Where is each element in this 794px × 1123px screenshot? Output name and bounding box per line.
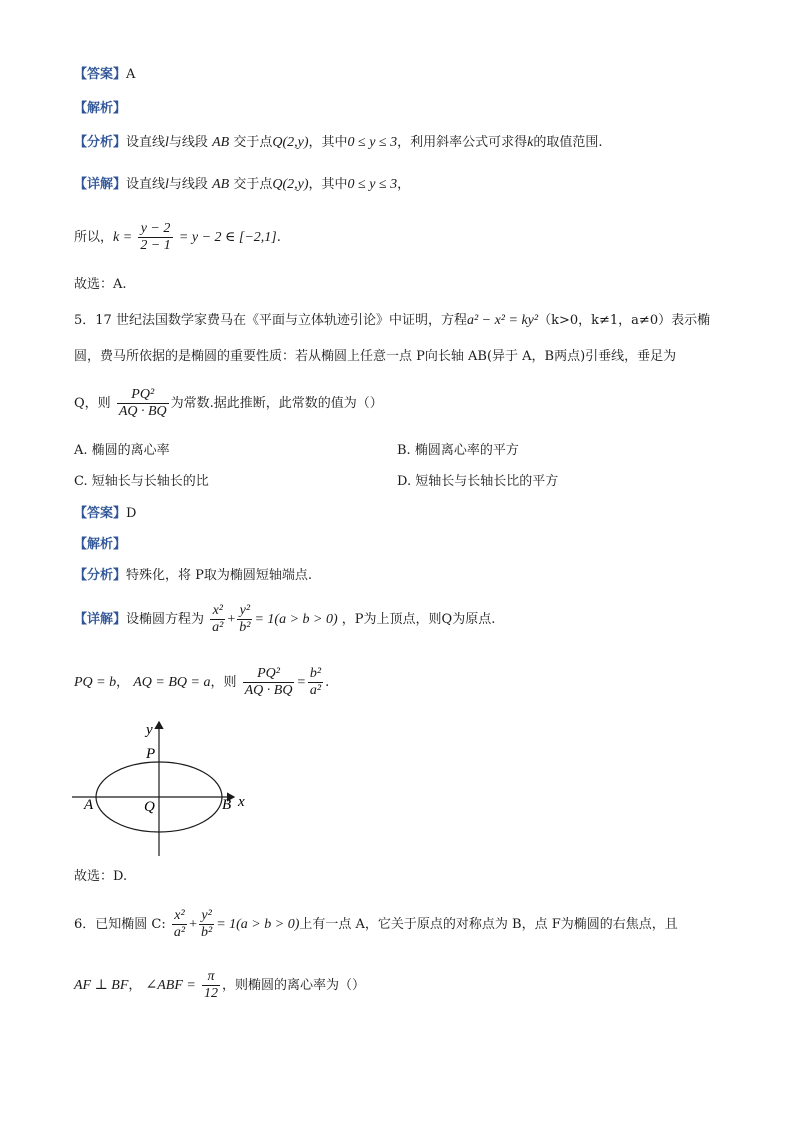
fenxi-line-q5 (74, 567, 312, 585)
q5-line1 (74, 312, 710, 330)
denominator: 12 (204, 986, 218, 1001)
text: 与线段 (168, 135, 208, 150)
fraction (243, 666, 295, 699)
option-label: A. (74, 443, 88, 458)
denominator: AQ · BQ (244, 683, 293, 698)
math-perp: AF ⊥ BF (74, 978, 129, 993)
math-rest: = y − 2 ∈ [−2,1] (178, 230, 277, 245)
numerator: PQ² (117, 387, 169, 404)
fraction-x (210, 603, 225, 636)
option-label: B. (397, 443, 411, 458)
option-label: C. (74, 474, 88, 489)
text: 故选：A. (74, 277, 127, 292)
denominator: a² (309, 683, 322, 698)
text: ，其中 (308, 135, 348, 150)
x-axis-label: x (238, 794, 245, 810)
option-b (397, 442, 519, 460)
numerator: b² (309, 666, 322, 681)
q6-line1: 6．已知椭圆 C: $\frac{\text{x²}}{\text{a²}}$ + $\frac{\text{y²}}{\text{b²}}$ = 1(a > b > 0)上有一点 A，它关于原点的对称点为 B，点 F为椭圆的右焦点，且 (74, 908, 678, 940)
xiangjie-label: 【详解】 (74, 612, 127, 627)
point-p-label: P (146, 746, 156, 762)
math-k: k (527, 135, 534, 150)
option-label: D. (397, 474, 412, 489)
math-range: 0 ≤ y ≤ 3 (347, 135, 398, 150)
math-ab: AB (212, 177, 230, 192)
text: 的取值范围. (533, 135, 603, 150)
text: . (325, 675, 330, 690)
text: 交于点 (233, 135, 273, 150)
text: ，则椭圆的离心率为（） (222, 978, 366, 993)
text: ， (397, 177, 411, 192)
text: 上有一点 A，它关于原点的对称点为 B，点 F为椭圆的右焦点，且 (299, 917, 678, 932)
pq-line: PQ = b， AQ = BQ = a，则 $\frac{\text{PQ²}}{AQ \cdot BQ}$ = $\frac{\text{b²}}{\text{a²}}$ . (74, 666, 330, 698)
math-range: 0 ≤ y ≤ 3 (347, 177, 398, 192)
fenxi-label: 【分析】 (74, 568, 127, 583)
ellipse-figure (68, 718, 258, 858)
text: 交于点 (233, 177, 273, 192)
math-q: Q(2,y) (272, 177, 309, 192)
math-q: Q(2,y) (272, 135, 309, 150)
text: 设直线 (126, 177, 166, 192)
analysis-heading-q4 (74, 100, 126, 118)
math-pq: PQ = b (74, 675, 117, 690)
text: 6．已知椭圆 C: (74, 917, 166, 932)
denominator: a² (212, 620, 224, 635)
text: 为常数.据此推断，此常数的值为（） (170, 396, 383, 411)
numerator: PQ² (243, 666, 295, 683)
text: ，则 (210, 675, 237, 690)
analysis-label: 【解析】 (74, 101, 127, 116)
denominator: a² (173, 925, 186, 940)
text: 所以， (74, 230, 114, 245)
analysis-heading-q5 (74, 536, 126, 554)
math-eq: a² − x² = ky² (466, 313, 539, 328)
denominator: b² (239, 620, 251, 635)
numerator: x² (172, 908, 187, 925)
fraction-result (308, 666, 323, 699)
fraction (138, 221, 172, 254)
denominator: AQ · BQ (118, 404, 167, 419)
option-text: 短轴长与长轴长的比 (91, 474, 209, 489)
math-aq: AQ = BQ = a (133, 675, 211, 690)
math-eq: = 1(a > b > 0) (254, 612, 338, 627)
answer-line-q5 (74, 505, 136, 523)
numerator: y² (237, 603, 252, 620)
text: 特殊化，将 P取为椭圆短轴端点. (126, 568, 313, 583)
answer-line-q4 (74, 66, 135, 84)
point-b-label: B (222, 797, 232, 813)
fraction-y (237, 603, 252, 636)
text: 与线段 (168, 177, 208, 192)
denominator: 2 − 1 (140, 238, 171, 253)
q5-line2 (74, 348, 676, 366)
point-a-label: A (84, 797, 94, 813)
q6-line2: AF ⊥ BF， ∠ABF = $\frac{\pi}{12}$ ，则椭圆的离心率为（） (74, 969, 366, 1001)
math-angle: ∠ABF = (145, 978, 196, 993)
math-ab: AB (212, 135, 230, 150)
text: 设直线 (126, 135, 166, 150)
numerator: y − 2 (138, 221, 172, 238)
denominator: b² (200, 925, 213, 940)
math-eq: = (296, 675, 306, 690)
xiangjie-line-q4 (74, 176, 410, 194)
answer-label: 【答案】 (74, 67, 127, 82)
fraction-x (172, 908, 187, 941)
guxuan-q5 (74, 868, 127, 886)
fraction-pi (202, 969, 220, 1002)
text: 5．17 世纪法国数学家费马在《平面与立体轨迹引论》中证明，方程 (74, 313, 467, 328)
y-axis-label: y (146, 722, 153, 738)
math-l: l (165, 135, 169, 150)
text: （k>0，k≠1，a≠0）表示椭 (538, 313, 711, 328)
text: Q，则 (74, 396, 111, 411)
answer-label: 【答案】 (74, 506, 127, 521)
option-text: 椭圆的离心率 (91, 443, 170, 458)
q5-line3 (74, 384, 383, 424)
text: . (276, 230, 281, 245)
suoyi-line-q4 (74, 218, 281, 258)
option-a (74, 442, 170, 460)
math-eq: = 1(a > b > 0) (216, 917, 300, 932)
numerator: y² (199, 908, 214, 925)
text: 圆，费马所依据的是椭圆的重要性质：若从椭圆上任意一点 P向长轴 AB(异于 A，B两点)引垂线，垂足为 (74, 349, 677, 364)
xiangjie-label: 【详解】 (74, 177, 127, 192)
text: ，P为上顶点，则Q为原点. (341, 612, 496, 627)
fraction-y (199, 908, 214, 941)
guxuan-q4 (74, 276, 127, 294)
math-k-eq: k = (113, 230, 133, 245)
fraction (117, 387, 169, 420)
analysis-label: 【解析】 (74, 537, 127, 552)
fenxi-line-q4 (74, 134, 602, 152)
text: 故选：D. (74, 869, 128, 884)
fenxi-label: 【分析】 (74, 135, 127, 150)
text: ，其中 (308, 177, 348, 192)
numerator: π (202, 969, 220, 986)
numerator: x² (210, 603, 225, 620)
text: ，利用斜率公式可求得 (397, 135, 528, 150)
point-q-label: Q (144, 799, 155, 815)
answer-value: D (126, 506, 137, 521)
option-d (397, 473, 558, 491)
option-c (74, 473, 209, 491)
text: 设椭圆方程为 (126, 612, 205, 627)
option-text: 短轴长与长轴长比的平方 (415, 474, 559, 489)
option-text: 椭圆离心率的平方 (414, 443, 519, 458)
xiangjie-line-q5: 【详解】设椭圆方程为 $\frac{\text{x²}}{\text{a²}}$ + $\frac{\text{y²}}{\text{b²}}$ = 1(a > b > 0) ，P为上顶点，则Q为原点. (74, 603, 496, 635)
answer-value: A (126, 67, 136, 82)
math-l: l (165, 177, 169, 192)
